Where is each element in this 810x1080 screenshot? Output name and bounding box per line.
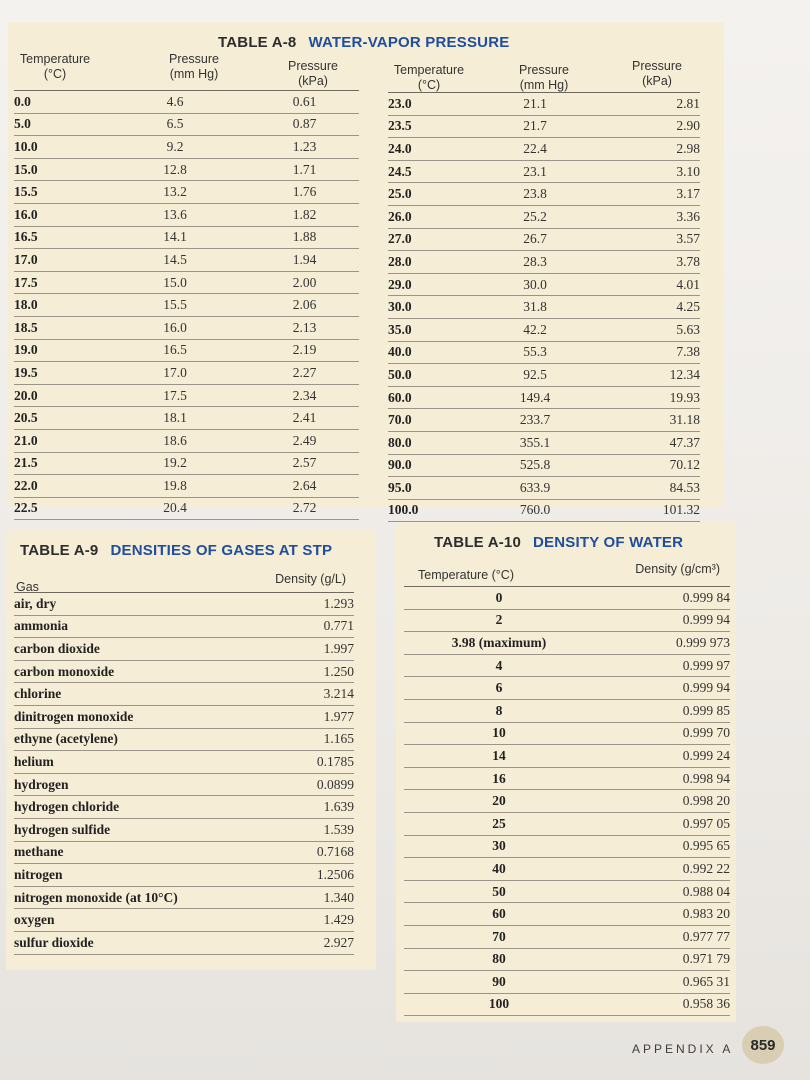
table-a9-body bbox=[14, 592, 354, 955]
table-row-cell: 70 bbox=[404, 925, 594, 948]
table-row-cell: 30.0 bbox=[464, 273, 606, 296]
table-a9-title bbox=[20, 542, 332, 559]
table-row-cell: 2.57 bbox=[250, 452, 359, 475]
table-row bbox=[14, 181, 359, 204]
table-row-cell: 18.0 bbox=[14, 294, 100, 317]
table-a8-right bbox=[388, 92, 700, 522]
table-a9-header-gas: Gas bbox=[16, 580, 39, 594]
table-row-cell: 4.25 bbox=[606, 296, 700, 319]
table-row-cell: 0.771 bbox=[244, 615, 354, 638]
table-a8-title bbox=[218, 34, 509, 51]
table-row-cell: 0.958 36 bbox=[594, 993, 730, 1016]
table-row-cell: 42.2 bbox=[464, 318, 606, 341]
table-row-cell: 23.5 bbox=[388, 115, 464, 138]
table-row-cell: hydrogen bbox=[14, 773, 244, 796]
table-row-cell: 0.999 97 bbox=[594, 654, 730, 677]
table-row-cell: 7.38 bbox=[606, 341, 700, 364]
table-a8-header-kpa-left: Pressure (kPa) bbox=[287, 59, 339, 88]
table-row-cell: 2.49 bbox=[250, 429, 359, 452]
table-row-cell: 1.539 bbox=[244, 818, 354, 841]
table-row-cell: 0.0 bbox=[14, 91, 100, 114]
table-row-cell: 2.98 bbox=[606, 138, 700, 161]
table-row bbox=[404, 880, 730, 903]
table-row-cell: 2.64 bbox=[250, 475, 359, 498]
table-row bbox=[14, 91, 359, 114]
table-row bbox=[404, 858, 730, 881]
table-row-cell: 1.82 bbox=[250, 203, 359, 226]
table-row-cell: 17.0 bbox=[100, 362, 250, 385]
table-row-cell: 47.37 bbox=[606, 431, 700, 454]
table-row bbox=[388, 183, 700, 206]
table-row-cell: 1.429 bbox=[244, 909, 354, 932]
table-row-cell: 30 bbox=[404, 835, 594, 858]
table-row-cell: ammonia bbox=[14, 615, 244, 638]
table-row-cell: methane bbox=[14, 841, 244, 864]
table-row-cell: 0.7168 bbox=[244, 841, 354, 864]
table-row bbox=[388, 318, 700, 341]
table-row bbox=[404, 699, 730, 722]
table-row bbox=[388, 160, 700, 183]
table-row bbox=[388, 409, 700, 432]
table-a8-name: WATER-VAPOR PRESSURE bbox=[308, 34, 510, 51]
table-row-cell: oxygen bbox=[14, 909, 244, 932]
table-row-cell: 16.5 bbox=[100, 339, 250, 362]
table-row-cell: 19.2 bbox=[100, 452, 250, 475]
table-row bbox=[388, 386, 700, 409]
table-row-cell: 0.0899 bbox=[244, 773, 354, 796]
table-row-cell: 13.2 bbox=[100, 181, 250, 204]
table-row bbox=[14, 452, 359, 475]
table-a9-header-density: Density (g/L) bbox=[275, 572, 346, 586]
table-row bbox=[404, 948, 730, 971]
table-row-cell: 13.6 bbox=[100, 203, 250, 226]
table-row-cell: 60 bbox=[404, 903, 594, 926]
table-row-cell: 16.0 bbox=[14, 203, 100, 226]
table-row-cell: 2.81 bbox=[606, 93, 700, 116]
table-row-cell: 3.214 bbox=[244, 683, 354, 706]
table-row-cell: carbon dioxide bbox=[14, 638, 244, 661]
table-a10-name: DENSITY OF WATER bbox=[533, 534, 684, 551]
table-row-cell: 0.998 20 bbox=[594, 790, 730, 813]
table-row bbox=[14, 158, 359, 181]
table-row-cell: 55.3 bbox=[464, 341, 606, 364]
table-row bbox=[14, 615, 354, 638]
table-row-cell: 50.0 bbox=[388, 364, 464, 387]
table-row-cell: 1.88 bbox=[250, 226, 359, 249]
table-row-cell: 1.997 bbox=[244, 638, 354, 661]
table-a10-header-density: Density (g/cm³) bbox=[635, 562, 720, 576]
table-row-cell: 3.78 bbox=[606, 251, 700, 274]
table-row-cell: 21.5 bbox=[14, 452, 100, 475]
table-row-cell: 2.41 bbox=[250, 407, 359, 430]
table-row-cell: 2.13 bbox=[250, 316, 359, 339]
table-row bbox=[404, 812, 730, 835]
table-row bbox=[388, 341, 700, 364]
table-row-cell: 90 bbox=[404, 971, 594, 994]
table-row bbox=[388, 499, 700, 522]
table-row-cell: 27.0 bbox=[388, 228, 464, 251]
table-row bbox=[388, 115, 700, 138]
table-row-cell: 20.4 bbox=[100, 497, 250, 520]
table-row-cell: 6.5 bbox=[100, 113, 250, 136]
table-row-cell: 525.8 bbox=[464, 454, 606, 477]
table-row bbox=[14, 384, 359, 407]
table-row-cell: 0.87 bbox=[250, 113, 359, 136]
table-row-cell: 16.0 bbox=[100, 316, 250, 339]
table-row-cell: 25.0 bbox=[388, 183, 464, 206]
table-row-cell: 1.2506 bbox=[244, 864, 354, 887]
table-row-cell: 20.0 bbox=[14, 384, 100, 407]
table-a8-left bbox=[14, 90, 359, 520]
table-row-cell: 23.0 bbox=[388, 93, 464, 116]
table-row-cell: 50 bbox=[404, 880, 594, 903]
table-row-cell: 90.0 bbox=[388, 454, 464, 477]
table-row-cell: 1.94 bbox=[250, 249, 359, 272]
table-row-cell: 20 bbox=[404, 790, 594, 813]
table-row-cell: 0.988 04 bbox=[594, 880, 730, 903]
table-row-cell: 24.0 bbox=[388, 138, 464, 161]
table-row-cell: 60.0 bbox=[388, 386, 464, 409]
table-row bbox=[14, 796, 354, 819]
table-row-cell: 15.5 bbox=[100, 294, 250, 317]
table-a8-header-kpa-right: Pressure (kPa) bbox=[631, 59, 683, 88]
table-row-cell: 14 bbox=[404, 745, 594, 768]
table-row-cell: 80.0 bbox=[388, 431, 464, 454]
table-row-cell: 0.992 22 bbox=[594, 858, 730, 881]
table-row-cell: 17.5 bbox=[100, 384, 250, 407]
table-row-cell: 0.999 84 bbox=[594, 587, 730, 610]
table-row-cell: 9.2 bbox=[100, 136, 250, 159]
table-row-cell: 0 bbox=[404, 587, 594, 610]
table-row-cell: air, dry bbox=[14, 593, 244, 616]
table-row-cell: 14.5 bbox=[100, 249, 250, 272]
table-row bbox=[404, 609, 730, 632]
table-row-cell: dinitrogen monoxide bbox=[14, 705, 244, 728]
table-row bbox=[14, 497, 359, 520]
table-row-cell: 1.76 bbox=[250, 181, 359, 204]
table-row-cell: 3.36 bbox=[606, 205, 700, 228]
table-row bbox=[404, 925, 730, 948]
table-row-cell: 1.23 bbox=[250, 136, 359, 159]
table-row-cell: hydrogen chloride bbox=[14, 796, 244, 819]
table-row-cell: 0.977 77 bbox=[594, 925, 730, 948]
table-row-cell: 26.0 bbox=[388, 205, 464, 228]
table-row-cell: nitrogen bbox=[14, 864, 244, 887]
table-row-cell: 100.0 bbox=[388, 499, 464, 522]
table-row bbox=[388, 228, 700, 251]
table-row-cell: 1.165 bbox=[244, 728, 354, 751]
table-row-cell: 0.965 31 bbox=[594, 971, 730, 994]
table-row bbox=[14, 429, 359, 452]
table-row-cell: 0.999 24 bbox=[594, 745, 730, 768]
table-row-cell: 17.0 bbox=[14, 249, 100, 272]
table-a8-number: TABLE A-8 bbox=[218, 34, 297, 51]
table-row bbox=[14, 339, 359, 362]
table-row-cell: 40.0 bbox=[388, 341, 464, 364]
table-a9-number: TABLE A-9 bbox=[20, 542, 99, 559]
table-row-cell: ethyne (acetylene) bbox=[14, 728, 244, 751]
table-row bbox=[14, 407, 359, 430]
table-row-cell: 40 bbox=[404, 858, 594, 881]
table-row-cell: 3.17 bbox=[606, 183, 700, 206]
table-row bbox=[14, 136, 359, 159]
table-a8-header-temp-left: Temperature (°C) bbox=[19, 52, 91, 81]
table-row-cell: 10 bbox=[404, 722, 594, 745]
table-row bbox=[14, 841, 354, 864]
table-row-cell: 19.8 bbox=[100, 475, 250, 498]
table-row-cell: sulfur dioxide bbox=[14, 931, 244, 954]
table-row bbox=[14, 362, 359, 385]
table-row-cell: 0.971 79 bbox=[594, 948, 730, 971]
table-row-cell: 2.27 bbox=[250, 362, 359, 385]
table-row bbox=[14, 909, 354, 932]
table-row bbox=[388, 454, 700, 477]
table-row bbox=[14, 660, 354, 683]
table-row-cell: 760.0 bbox=[464, 499, 606, 522]
table-row bbox=[404, 677, 730, 700]
table-a9-panel bbox=[6, 530, 376, 970]
table-row-cell: 23.8 bbox=[464, 183, 606, 206]
table-a8-panel bbox=[8, 22, 724, 518]
table-row-cell: 24.5 bbox=[388, 160, 464, 183]
table-row bbox=[14, 728, 354, 751]
appendix-label: APPENDIX A bbox=[632, 1042, 734, 1056]
table-row-cell: 18.1 bbox=[100, 407, 250, 430]
table-row-cell: 2.72 bbox=[250, 497, 359, 520]
table-row-cell: 0.61 bbox=[250, 91, 359, 114]
table-row-cell: 22.0 bbox=[14, 475, 100, 498]
table-row-cell: 12.34 bbox=[606, 364, 700, 387]
table-row bbox=[14, 203, 359, 226]
table-row bbox=[404, 790, 730, 813]
table-row-cell: hydrogen sulfide bbox=[14, 818, 244, 841]
table-row bbox=[14, 226, 359, 249]
table-row-cell: 95.0 bbox=[388, 477, 464, 500]
table-row bbox=[14, 638, 354, 661]
table-row-cell: 1.293 bbox=[244, 593, 354, 616]
table-row bbox=[14, 475, 359, 498]
page-number-badge: 859 bbox=[742, 1026, 784, 1064]
table-row bbox=[388, 477, 700, 500]
table-row-cell: 2.90 bbox=[606, 115, 700, 138]
table-row bbox=[388, 364, 700, 387]
table-row-cell: 2.34 bbox=[250, 384, 359, 407]
table-row bbox=[14, 593, 354, 616]
table-row-cell: 0.1785 bbox=[244, 751, 354, 774]
table-row-cell: 3.10 bbox=[606, 160, 700, 183]
table-row-cell: 0.999 94 bbox=[594, 609, 730, 632]
table-row-cell: 16.5 bbox=[14, 226, 100, 249]
table-row-cell: 30.0 bbox=[388, 296, 464, 319]
table-a10-header-temp: Temperature (°C) bbox=[418, 568, 514, 582]
table-row-cell: 0.999 85 bbox=[594, 699, 730, 722]
table-row bbox=[14, 773, 354, 796]
table-a10-panel bbox=[396, 522, 736, 1022]
table-row-cell: 12.8 bbox=[100, 158, 250, 181]
table-row-cell: nitrogen monoxide (at 10°C) bbox=[14, 886, 244, 909]
table-row-cell: 16 bbox=[404, 767, 594, 790]
table-row bbox=[404, 835, 730, 858]
table-row-cell: 3.98 (maximum) bbox=[404, 632, 594, 655]
table-row-cell: 2.00 bbox=[250, 271, 359, 294]
table-row-cell: 25.2 bbox=[464, 205, 606, 228]
table-row-cell: 8 bbox=[404, 699, 594, 722]
table-row bbox=[14, 818, 354, 841]
table-row bbox=[14, 705, 354, 728]
table-row bbox=[404, 903, 730, 926]
table-row bbox=[404, 993, 730, 1016]
table-row-cell: 19.0 bbox=[14, 339, 100, 362]
table-row-cell: 21.7 bbox=[464, 115, 606, 138]
table-row-cell: 5.63 bbox=[606, 318, 700, 341]
table-row-cell: 22.5 bbox=[14, 497, 100, 520]
table-row-cell: chlorine bbox=[14, 683, 244, 706]
table-a10-number: TABLE A-10 bbox=[434, 534, 522, 551]
table-row bbox=[14, 886, 354, 909]
table-row-cell: 1.340 bbox=[244, 886, 354, 909]
table-row bbox=[404, 587, 730, 610]
table-row-cell: 21.0 bbox=[14, 429, 100, 452]
table-row-cell: 0.995 65 bbox=[594, 835, 730, 858]
table-row-cell: 92.5 bbox=[464, 364, 606, 387]
table-row bbox=[404, 632, 730, 655]
table-row-cell: 28.0 bbox=[388, 251, 464, 274]
table-row-cell: 4 bbox=[404, 654, 594, 677]
table-row bbox=[388, 138, 700, 161]
table-a10-body bbox=[404, 586, 730, 1016]
table-row bbox=[14, 864, 354, 887]
table-row bbox=[388, 273, 700, 296]
table-row-cell: 1.250 bbox=[244, 660, 354, 683]
table-row-cell: 2.927 bbox=[244, 931, 354, 954]
table-row-cell: 31.18 bbox=[606, 409, 700, 432]
table-row-cell: 19.93 bbox=[606, 386, 700, 409]
table-row-cell: 15.0 bbox=[100, 271, 250, 294]
table-row bbox=[388, 205, 700, 228]
table-row-cell: 17.5 bbox=[14, 271, 100, 294]
table-row-cell: 29.0 bbox=[388, 273, 464, 296]
table-a8-header-temp-right: Temperature (°C) bbox=[393, 63, 465, 92]
table-row bbox=[14, 113, 359, 136]
table-row-cell: 149.4 bbox=[464, 386, 606, 409]
table-row-cell: 23.1 bbox=[464, 160, 606, 183]
table-row-cell: 633.9 bbox=[464, 477, 606, 500]
table-row-cell: 28.3 bbox=[464, 251, 606, 274]
table-a8-header-mmhg-left: Pressure (mm Hg) bbox=[168, 52, 220, 81]
table-row bbox=[14, 249, 359, 272]
table-row-cell: carbon monoxide bbox=[14, 660, 244, 683]
table-row-cell: 14.1 bbox=[100, 226, 250, 249]
table-row-cell: 70.0 bbox=[388, 409, 464, 432]
table-row-cell: 1.639 bbox=[244, 796, 354, 819]
table-row bbox=[14, 294, 359, 317]
table-row bbox=[388, 431, 700, 454]
table-row-cell: 21.1 bbox=[464, 93, 606, 116]
table-row-cell: 0.983 20 bbox=[594, 903, 730, 926]
table-row-cell: 1.977 bbox=[244, 705, 354, 728]
table-row bbox=[404, 767, 730, 790]
table-a9-name: DENSITIES OF GASES AT STP bbox=[110, 542, 333, 559]
table-row bbox=[14, 683, 354, 706]
table-row-cell: 2.06 bbox=[250, 294, 359, 317]
table-row-cell: 5.0 bbox=[14, 113, 100, 136]
table-a10-title bbox=[434, 534, 683, 551]
table-row-cell: 6 bbox=[404, 677, 594, 700]
table-row-cell: 84.53 bbox=[606, 477, 700, 500]
table-row-cell: 26.7 bbox=[464, 228, 606, 251]
table-row-cell: 100 bbox=[404, 993, 594, 1016]
table-row bbox=[14, 751, 354, 774]
table-row-cell: 355.1 bbox=[464, 431, 606, 454]
table-row-cell: 19.5 bbox=[14, 362, 100, 385]
table-row-cell: 2.19 bbox=[250, 339, 359, 362]
table-row-cell: 10.0 bbox=[14, 136, 100, 159]
table-row-cell: 18.5 bbox=[14, 316, 100, 339]
table-row bbox=[14, 316, 359, 339]
table-row-cell: 1.71 bbox=[250, 158, 359, 181]
table-row bbox=[388, 251, 700, 274]
table-row bbox=[404, 745, 730, 768]
table-row-cell: 15.0 bbox=[14, 158, 100, 181]
table-row-cell: 25 bbox=[404, 812, 594, 835]
table-row bbox=[388, 93, 700, 116]
table-row-cell: 4.6 bbox=[100, 91, 250, 114]
table-row-cell: 0.999 94 bbox=[594, 677, 730, 700]
table-a8-header-mmhg-right: Pressure (mm Hg) bbox=[518, 63, 570, 92]
table-row-cell: 0.999 70 bbox=[594, 722, 730, 745]
table-row-cell: 233.7 bbox=[464, 409, 606, 432]
table-row-cell: helium bbox=[14, 751, 244, 774]
table-row-cell: 80 bbox=[404, 948, 594, 971]
table-row-cell: 101.32 bbox=[606, 499, 700, 522]
table-row-cell: 0.997 05 bbox=[594, 812, 730, 835]
table-row-cell: 3.57 bbox=[606, 228, 700, 251]
table-row-cell: 2 bbox=[404, 609, 594, 632]
table-row-cell: 18.6 bbox=[100, 429, 250, 452]
table-row-cell: 4.01 bbox=[606, 273, 700, 296]
table-row-cell: 0.999 973 bbox=[594, 632, 730, 655]
table-row bbox=[14, 931, 354, 954]
table-row bbox=[404, 654, 730, 677]
table-row bbox=[404, 971, 730, 994]
table-row-cell: 70.12 bbox=[606, 454, 700, 477]
table-row-cell: 31.8 bbox=[464, 296, 606, 319]
table-row-cell: 15.5 bbox=[14, 181, 100, 204]
table-row-cell: 20.5 bbox=[14, 407, 100, 430]
table-row bbox=[14, 271, 359, 294]
table-row-cell: 22.4 bbox=[464, 138, 606, 161]
table-row bbox=[388, 296, 700, 319]
table-row-cell: 35.0 bbox=[388, 318, 464, 341]
table-row-cell: 0.998 94 bbox=[594, 767, 730, 790]
table-row bbox=[404, 722, 730, 745]
